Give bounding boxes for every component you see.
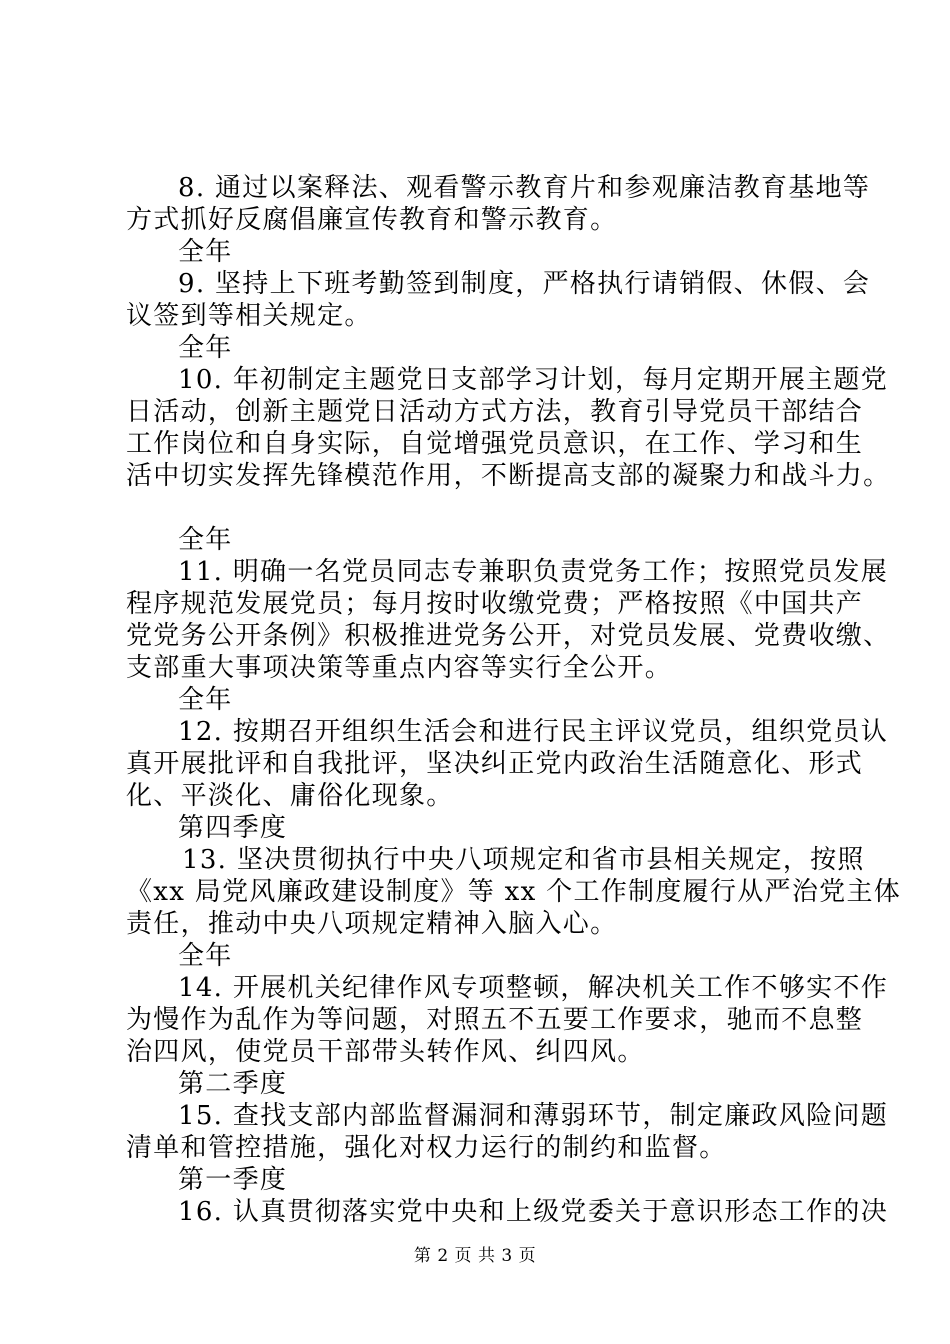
text-line: 9. 坚持上下班考勤签到制度，严格执行请销假、休假、会 [178,269,871,299]
text-line: 第一季度 [178,1165,288,1195]
text-line: 程序规范发展党员；每月按时收缴党费；严格按照《中国共产 [126,589,864,619]
text-line: 责任，推动中央八项规定精神入脑入心。 [126,909,618,939]
text-line: 全年 [178,685,233,715]
text-line: 15. 查找支部内部监督漏洞和薄弱环节，制定廉政风险问题 [178,1101,889,1131]
text-line: 治四风，使党员干部带头转作风、纠四风。 [126,1037,645,1067]
blank-line [126,492,842,524]
text-line: 16. 认真贯彻落实党中央和上级党委关于意识形态工作的决 [178,1197,889,1227]
text-line: 为慢作为乱作为等问题，对照五不五要工作要求，驰而不息整 [126,1005,864,1035]
text-line: 全年 [178,237,233,267]
text-line: 方式抓好反腐倡廉宣传教育和警示教育。 [126,205,618,235]
text-line: 8. 通过以案释法、观看警示教育片和参观廉洁教育基地等 [178,173,871,203]
text-line: 日活动，创新主题党日活动方式方法，教育引导党员干部结合 [126,397,864,427]
text-line: 工作岗位和自身实际，自觉增强党员意识，在工作、学习和生 [126,429,864,459]
text-line: 清单和管控措施，强化对权力运行的制约和监督。 [126,1133,727,1163]
document-body [126,172,902,1228]
text-line: 10. 年初制定主题党日支部学习计划，每月定期开展主题党 [178,365,889,395]
text-line: 《xx 局党风廉政建设制度》等 xx 个工作制度履行从严治党主体 [126,877,902,907]
text-line: 第四季度 [178,813,288,843]
page-footer: 第 2 页 共 3 页 [413,1246,537,1266]
text-line: 议签到等相关规定。 [126,301,372,331]
text-line: 全年 [178,941,233,971]
text-line: 党党务公开条例》积极推进党务公开，对党员发展、党费收缴、 [126,621,891,651]
text-line: 13. 坚决贯彻执行中央八项规定和省市县相关规定，按照 [182,845,865,875]
text-line: 全年 [178,525,233,555]
text-line: 11. 明确一名党员同志专兼职负责党务工作；按照党员发展 [178,557,889,587]
text-line: 活中切实发挥先锋模范作用，不断提高支部的凝聚力和战斗力。 [126,461,891,491]
text-line: 化、平淡化、庸俗化现象。 [126,781,454,811]
text-line: 支部重大事项决策等重点内容等实行全公开。 [126,653,673,683]
text-line: 12. 按期召开组织生活会和进行民主评议党员，组织党员认 [178,717,889,747]
text-line: 真开展批评和自我批评，坚决纠正党内政治生活随意化、形式 [126,749,864,779]
text-line: 第二季度 [178,1069,288,1099]
text-line: 14. 开展机关纪律作风专项整顿，解决机关工作不够实不作 [178,973,889,1003]
text-line: 全年 [178,333,233,363]
